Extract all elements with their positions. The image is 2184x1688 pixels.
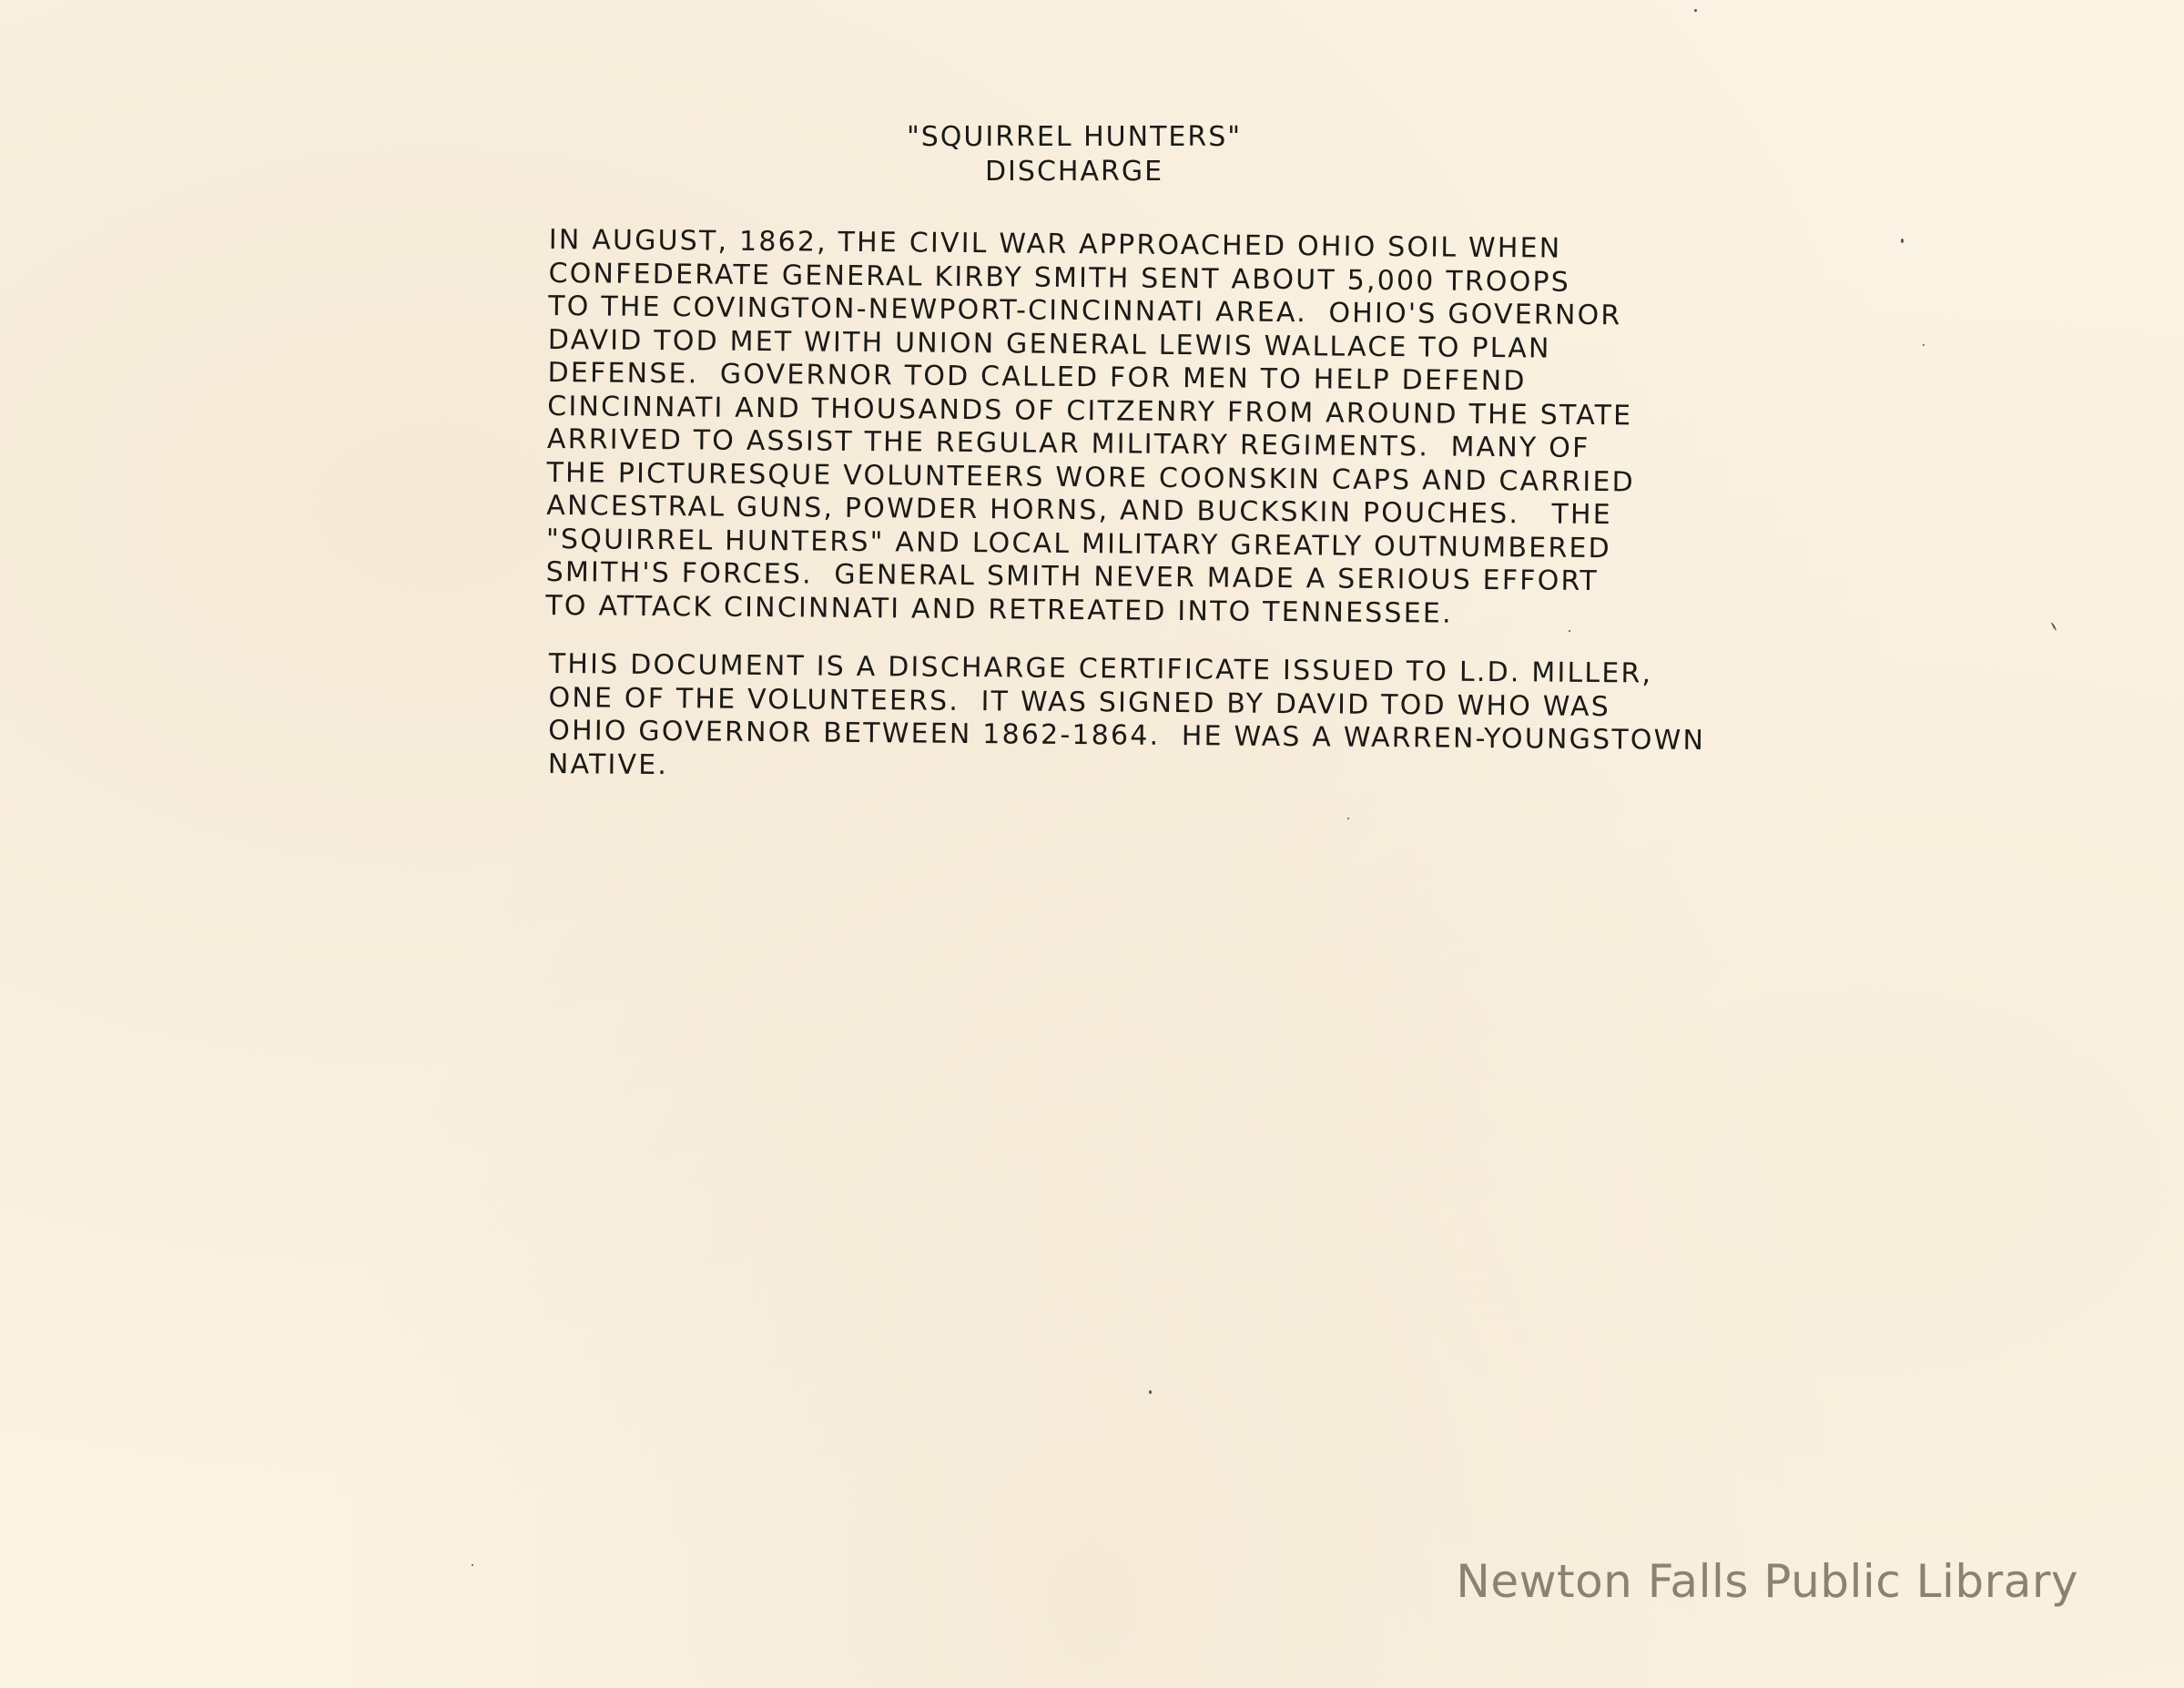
- title-line-2: DISCHARGE: [984, 156, 1164, 188]
- title-line-1: "SQUIRREL HUNTERS": [906, 121, 1243, 153]
- paper-speck: [1569, 630, 1570, 632]
- paper-speck: [1901, 239, 1904, 243]
- paper-speck: [1694, 9, 1697, 12]
- document-title: [546, 120, 1602, 189]
- paper-speck: [1347, 818, 1349, 819]
- paper-speck: [1149, 1390, 1152, 1394]
- paragraph-history: IN AUGUST, 1862, THE CIVIL WAR APPROACHED OHIO SOIL WHEN CONFEDERATE GENERAL KIRBY SMITH SENT ABOUT 5,000 TROOPS TO THE COVINGTON-NEWPORT-CINCINNATI AREA. OHIO'S GOVERNOR DAVID TOD MET WITH UNION GENERAL LEWIS WALLACE TO PLAN DEFENSE. GOVERNOR TOD CALLED FOR MEN TO HELP DEFEND CINCINNATI AND THOUSANDS OF CITZENRY FROM AROUND THE STATE ARRIVED TO ASSIST THE REGULAR MILITARY REGIMENTS. MANY OF THE PICTURESQUE VOLUNTEERS WORE COONSKIN CAPS AND CARRIED ANCESTRAL GUNS, POWDER HORNS, AND BUCKSKIN POUCHES. THE "SQUIRREL HUNTERS" AND LOCAL MILITARY GREATLY OUTNUMBERED SMITH'S FORCES. GENERAL SMITH NEVER MADE A SERIOUS EFFORT TO ATTACK CINCINNATI AND RETREATED INTO TENNESSEE.: [545, 224, 1636, 630]
- paragraph-certificate: THIS DOCUMENT IS A DISCHARGE CERTIFICATE ISSUED TO L.D. MILLER, ONE OF THE VOLUNTEERS. IT WAS SIGNED BY DAVID TOD WHO WAS OHIO GOVERNOR BETWEEN 1862-1864. HE WAS A WARREN-YOUNGSTOWN NATIVE.: [547, 648, 1706, 781]
- paper-speck: [2051, 622, 2057, 631]
- paper-speck: [1923, 344, 1925, 346]
- library-watermark: Newton Falls Public Library: [1456, 1555, 2078, 1608]
- paper-speck: [472, 1564, 473, 1566]
